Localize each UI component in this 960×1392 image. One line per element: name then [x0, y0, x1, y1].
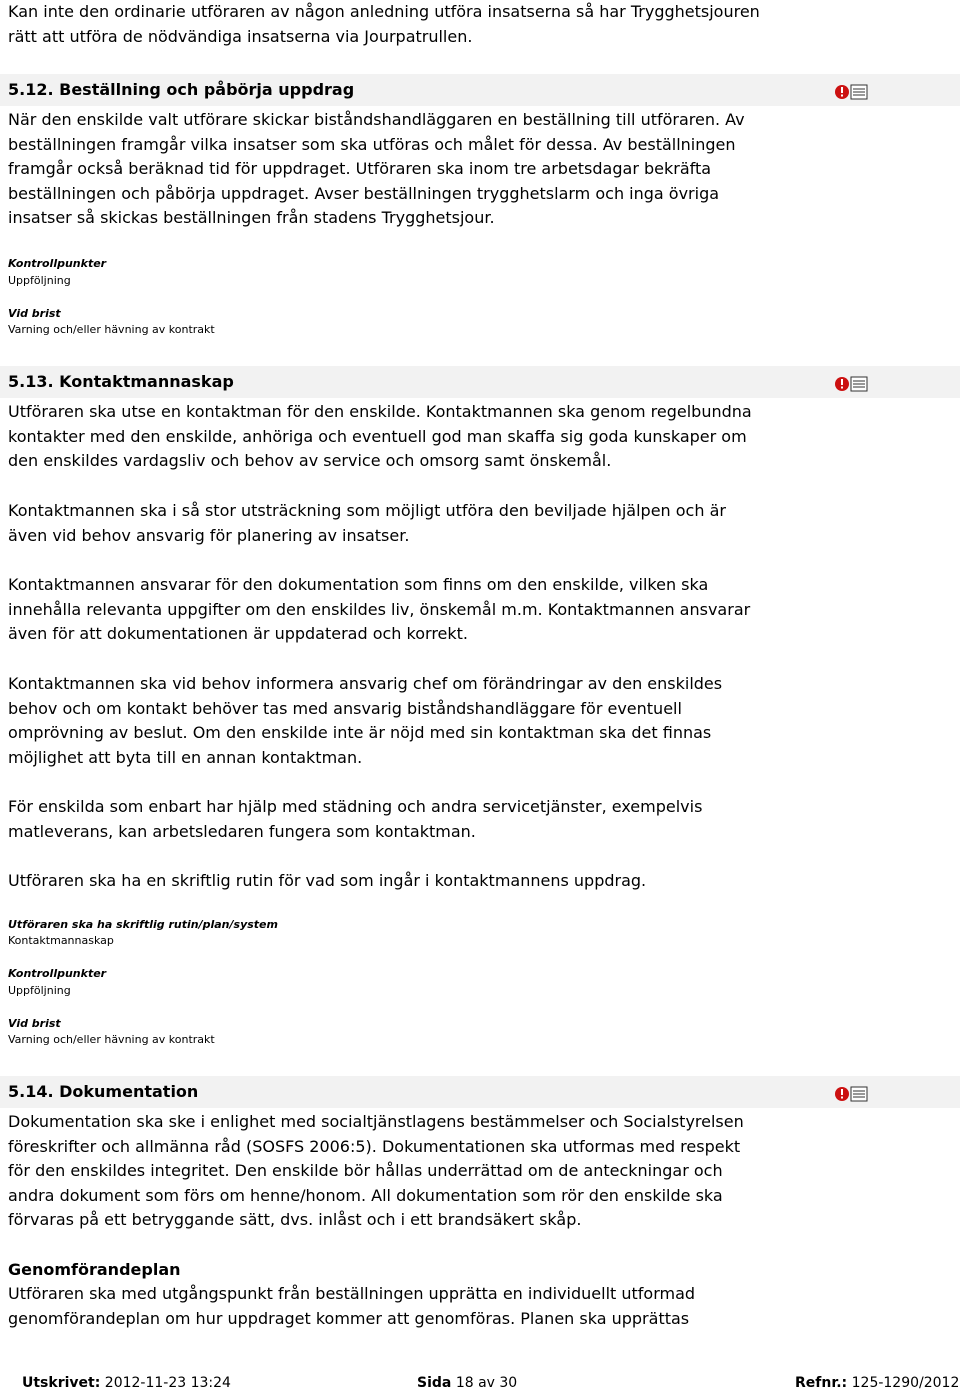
kontrollpunkter-label: Kontrollpunkter — [8, 257, 107, 270]
footer-page-value: 18 av 30 — [455, 1375, 518, 1391]
text-line: framgår också beräknad tid för uppdraget. Utföraren ska inom tre arbetsdagar bekräfta — [8, 159, 712, 179]
vid-brist-label: Vid brist — [8, 1017, 61, 1030]
text-line: Kontaktmannen ansvarar för den dokumentation som finns om den enskilde, vilken ska — [8, 575, 709, 594]
exclamation-icon — [835, 377, 849, 391]
text-line: kontakter med den enskilde, anhöriga och eventuell god man skaffa sig goda kunskaper om — [8, 426, 747, 446]
text-line: möjlighet att byta till en annan kontaktman. — [8, 747, 363, 767]
footer-refnr-value: 125-1290/2012 — [851, 1375, 960, 1391]
section-icons — [834, 83, 870, 101]
vid-brist-value: Varning och/eller hävning av kontrakt — [8, 1033, 215, 1046]
text-line: föreskrifter och allmänna råd (SOSFS 2006:5). Dokumentationen ska utformas med respekt — [8, 1136, 741, 1156]
footer-printed-label: Utskrivet: — [22, 1375, 101, 1391]
text-line: Kan inte den ordinarie utföraren av någon anledning utföra insatserna så har Trygghetsjouren — [8, 2, 760, 21]
section-header-5-12 — [0, 74, 960, 106]
section-title: 5.14. Dokumentation — [8, 1082, 199, 1101]
section-5-13-paragraph — [8, 499, 808, 548]
section-5-14-body — [8, 1110, 808, 1233]
footer-printed-value: 2012-11-23 13:24 — [104, 1375, 231, 1391]
section-5-13-paragraph — [8, 869, 808, 894]
rutin-label: Utföraren ska ha skriftlig rutin/plan/system — [8, 918, 278, 931]
document-icon — [851, 1087, 867, 1101]
section-5-12-body — [8, 108, 808, 231]
rutin-value: Kontaktmannaskap — [8, 934, 114, 947]
text-line: genomförandeplan om hur uppdraget kommer att genomföras. Planen ska upprättas — [8, 1308, 690, 1328]
text-line: insatser så skickas beställningen från stadens Trygghetsjour. — [8, 208, 495, 228]
section-header-5-13 — [0, 366, 960, 398]
section-icons — [834, 1085, 870, 1103]
text-line: Utföraren ska utse en kontaktman för den enskilde. Kontaktmannen ska genom regelbundna — [8, 402, 752, 421]
text-line: Kontaktmannen ska i så stor utsträckning som möjligt utföra den beviljade hjälpen och är — [8, 501, 726, 520]
text-line: även för att dokumentationen är uppdaterad och korrekt. — [8, 624, 469, 644]
footer-refnr-label: Refnr.: — [795, 1375, 848, 1391]
document-icon — [851, 377, 867, 391]
text-line: även vid behov ansvarig för planering av insatser. — [8, 525, 410, 545]
text-line: beställningen och påbörja uppdraget. Avser beställningen trygghetslarm och inga övriga — [8, 183, 720, 203]
text-line: När den enskilde valt utförare skickar biståndshandläggaren en beställning till utföraren. Av — [8, 110, 745, 129]
section-5-13-paragraph — [8, 672, 808, 770]
footer-printed — [22, 1374, 231, 1392]
section-5-13-paragraph — [8, 795, 808, 844]
text-line: Kontaktmannen ska vid behov informera ansvarig chef om förändringar av den enskildes — [8, 674, 723, 693]
exclamation-icon — [835, 1087, 849, 1101]
kontrollpunkter-value: Uppföljning — [8, 274, 71, 287]
text-line: Utföraren ska ha en skriftlig rutin för vad som ingår i kontaktmannens uppdrag. — [8, 871, 647, 890]
text-line: innehålla relevanta uppgifter om den enskildes liv, önskemål m.m. Kontaktmannen ansvarar — [8, 599, 751, 619]
section-icons — [834, 375, 870, 393]
text-line: behov och om kontakt behöver tas med ansvarig biståndshandläggare för eventuell — [8, 698, 682, 718]
intro-paragraph — [8, 0, 808, 49]
section-title: 5.12. Beställning och påbörja uppdrag — [8, 80, 355, 99]
text-line: beställningen framgår vilka insatser som ska utföras och målet för dessa. Av beställningen — [8, 134, 736, 154]
text-line: matleverans, kan arbetsledaren fungera som kontaktman. — [8, 821, 476, 841]
text-line: För enskilda som enbart har hjälp med städning och andra servicetjänster, exempelvis — [8, 797, 703, 816]
footer-page — [417, 1374, 517, 1392]
document-icon — [851, 85, 867, 99]
text-line: Utföraren ska med utgångspunkt från beställningen upprätta en individuellt utformad — [8, 1284, 696, 1303]
section-5-13-paragraph — [8, 573, 808, 647]
kontrollpunkter-label: Kontrollpunkter — [8, 967, 107, 980]
section-header-5-14 — [0, 1076, 960, 1108]
vid-brist-value: Varning och/eller hävning av kontrakt — [8, 323, 215, 336]
text-line: omprövning av beslut. Om den enskilde inte är nöjd med sin kontaktman ska det finnas — [8, 723, 712, 743]
footer-page-label: Sida — [417, 1375, 452, 1391]
exclamation-icon — [835, 85, 849, 99]
text-line: förvaras på ett betryggande sätt, dvs. inlåst och i ett brandsäkert skåp. — [8, 1210, 582, 1230]
section-title: 5.13. Kontaktmannaskap — [8, 372, 234, 391]
text-line: för den enskildes integritet. Den enskilde bör hållas underrättad om de anteckningar och — [8, 1161, 723, 1181]
genomforandeplan-heading: Genomförandeplan — [8, 1260, 181, 1279]
section-5-13-paragraph — [8, 400, 808, 474]
genomforandeplan-body — [8, 1282, 808, 1331]
vid-brist-label: Vid brist — [8, 307, 61, 320]
footer-refnr — [795, 1374, 959, 1392]
text-line: rätt att utföra de nödvändiga insatserna via Jourpatrullen. — [8, 26, 473, 46]
text-line: Dokumentation ska ske i enlighet med socialtjänstlagens bestämmelser och Socialstyrelsen — [8, 1112, 744, 1131]
kontrollpunkter-value: Uppföljning — [8, 984, 71, 997]
text-line: den enskildes vardagsliv och behov av service och omsorg samt önskemål. — [8, 451, 612, 471]
text-line: andra dokument som förs om henne/honom. All dokumentation som rör den enskilde ska — [8, 1185, 723, 1205]
